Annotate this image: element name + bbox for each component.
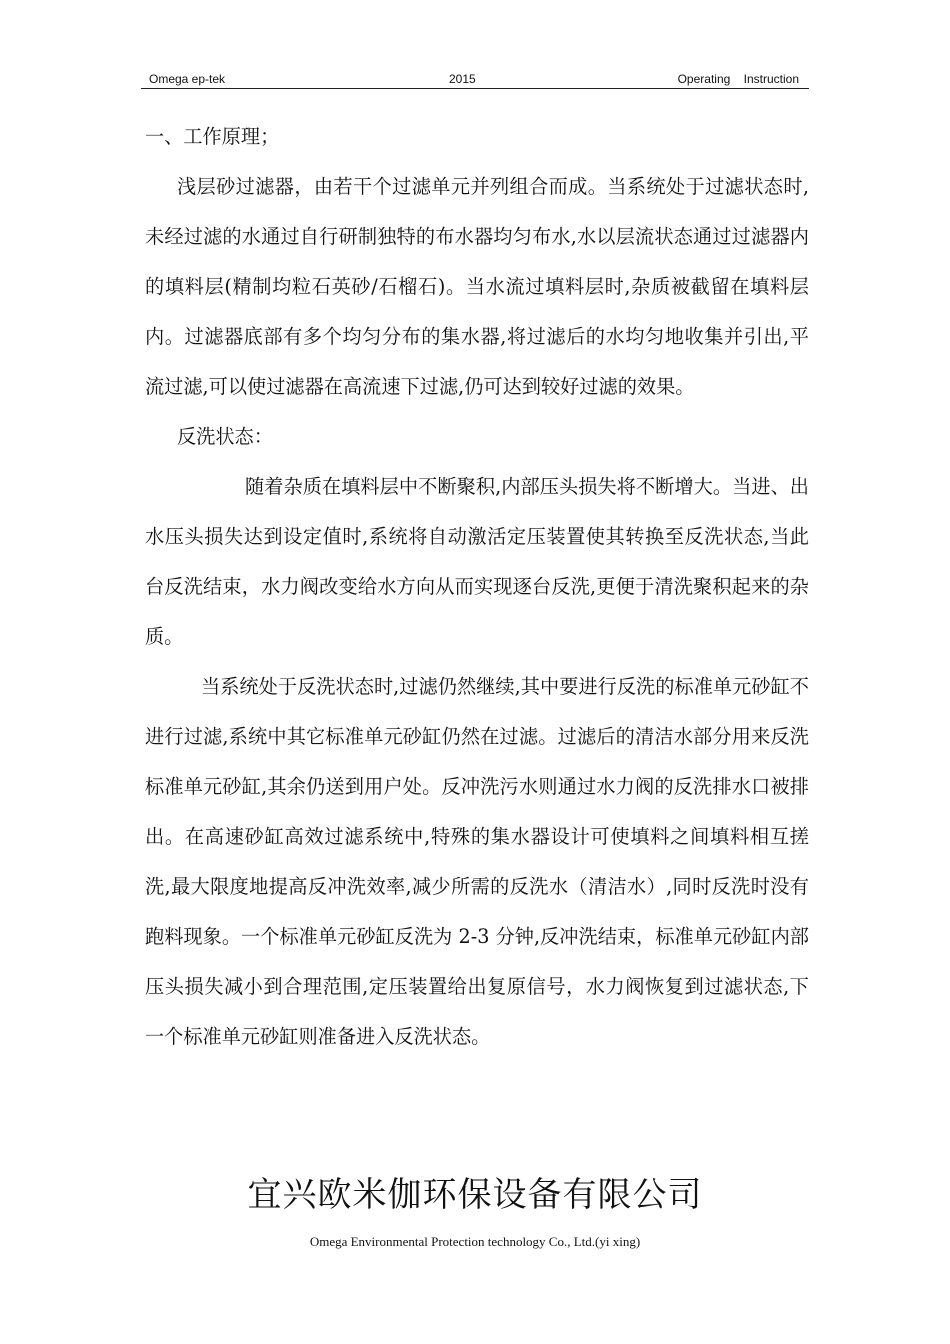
- paragraph-backwash-process: 当系统处于反洗状态时,过滤仍然继续,其中要进行反洗的标准单元砂缸不进行过滤,系统中其它标准单元砂缸仍然在过滤。过滤后的清洁水部分用来反洗标准单元砂缸,其余仍送到用户处。反冲洗污水则通过水力阀的反洗排水口被排出。在高速砂缸高效过滤系统中,特殊的集水器设计可使填料之间填料相互搓洗,最大限度地提高反冲洗效率,减少所需的反洗水（清洁水）,同时反洗时没有跑料现象。一个标准单元砂缸反洗为 2-3 分钟,反冲洗结束，标准单元砂缸内部压头损失减小到合理范围,定压装置给出复原信号，水力阀恢复到过滤状态,下一个标准单元砂缸则准备进入反洗状态。: [145, 675, 809, 1048]
- document-body: [145, 112, 809, 1062]
- subtitle-backwash-state: 反洗状态：: [177, 425, 273, 448]
- company-name-chinese: 宜兴欧米伽环保设备有限公司: [247, 1175, 703, 1215]
- paragraph-working-principle: 浅层砂过滤器，由若干个过滤单元并列组合而成。当系统处于过滤状态时,未经过滤的水通过自行研制独特的布水器均匀布水,水以层流状态通过过滤器内的填料层(精制均粒石英砂/石榴石)。当水流过填料层时,杂质被截留在填料层内。过滤器底部有多个均匀分布的集水器,将过滤后的水均匀地收集并引出,平流过滤,可以使过滤器在高流速下过滤,仍可达到较好过滤的效果。: [145, 175, 809, 398]
- header-brand: Omega ep-tek: [149, 72, 226, 86]
- page-header: [141, 70, 809, 89]
- header-doc-title: Operating Instruction: [677, 72, 799, 86]
- company-name-english: Omega Environmental Protection technology Co., Ltd.(yi xing): [309, 1234, 641, 1249]
- paragraph-backwash-trigger: 随着杂质在填料层中不断聚积,内部压头损失将不断增大。当进、出水压头损失达到设定值时,系统将自动激活定压装置使其转换至反洗状态,当此台反洗结束，水力阀改变给水方向从而实现逐台反洗,更便于清洗聚积起来的杂质。: [145, 475, 809, 648]
- header-year: 2015: [449, 72, 476, 86]
- section-title: 一、工作原理；: [145, 125, 280, 148]
